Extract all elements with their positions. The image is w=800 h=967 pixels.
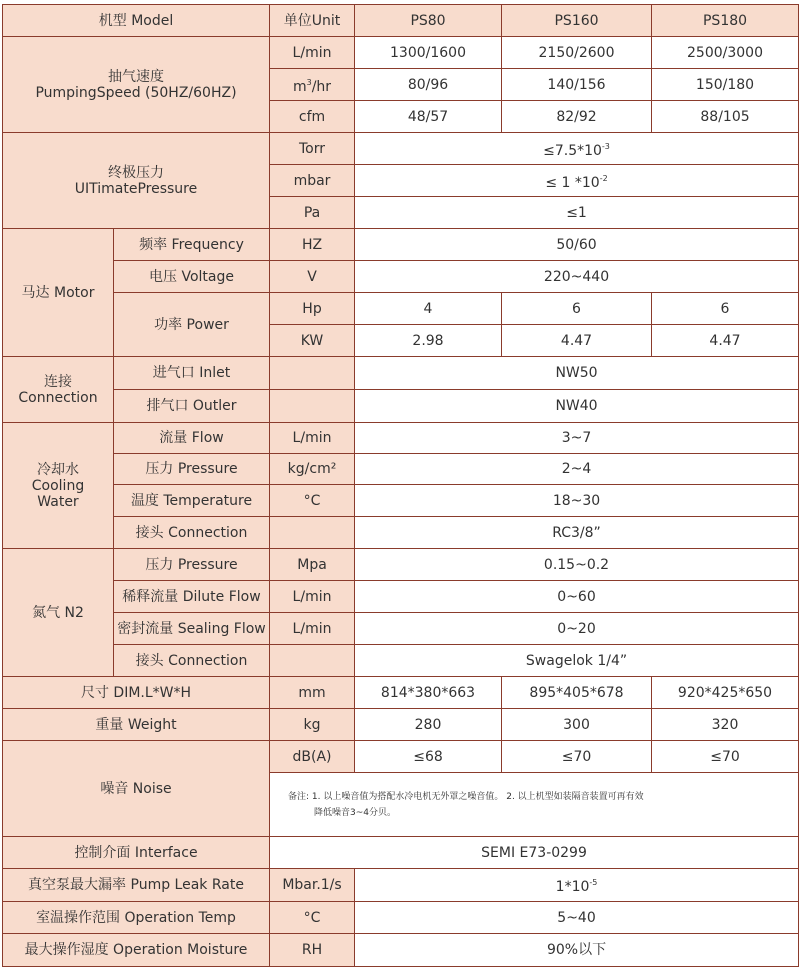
value-cell: 2150/2600 xyxy=(502,37,652,69)
leak-rate-row xyxy=(3,869,799,902)
nitrogen-label: 氮气 N2 xyxy=(3,549,114,677)
value-cell: 88/105 xyxy=(652,101,799,133)
interface-label: 控制介面 Interface xyxy=(3,837,270,869)
value-cell: 6 xyxy=(652,293,799,325)
n2-dilute-flow-label: 稀释流量 Dilute Flow xyxy=(114,581,270,613)
connection-row-outlet xyxy=(3,390,799,423)
value-cell: 5~40 xyxy=(355,902,799,934)
value-cell: 3~7 xyxy=(355,423,799,454)
unit-cell xyxy=(270,390,355,423)
unit-cell: mm xyxy=(270,677,355,709)
unit-cell: Mpa xyxy=(270,549,355,581)
unit-cell: °C xyxy=(270,902,355,934)
cooling-water-label: 冷却水 Cooling Water xyxy=(3,423,114,549)
cooling-row-temperature xyxy=(3,485,799,517)
value-cell: NW50 xyxy=(355,357,799,390)
weight-row xyxy=(3,709,799,741)
motor-row-voltage xyxy=(3,261,799,293)
value-cell: $\le 7.5*10^{-3}$ xyxy=(355,133,799,165)
unit-cell: L/min xyxy=(270,37,355,69)
unit-cell: kg/cm² xyxy=(270,454,355,485)
noise-note: 备注: 1. 以上噪音值为搭配水冷电机无外罩之噪音值。 2. 以上机型如装隔音装置可再有效 降低噪音3~4分贝。 xyxy=(270,773,799,837)
unit-cell: V xyxy=(270,261,355,293)
cooling-row-pressure xyxy=(3,454,799,485)
value-cell: 48/57 xyxy=(355,101,502,133)
n2-connection-label: 接头 Connection xyxy=(114,645,270,677)
value-cell: RC3/8” xyxy=(355,517,799,549)
cooling-flow-label: 流量 Flow xyxy=(114,423,270,454)
interface-row xyxy=(3,837,799,869)
value-cell: 4 xyxy=(355,293,502,325)
value-cell: 920*425*650 xyxy=(652,677,799,709)
value-cell: SEMI E73-0299 xyxy=(270,837,799,869)
unit-cell: L/min xyxy=(270,613,355,645)
unit-cell: HZ xyxy=(270,229,355,261)
connection-label: 连接 Connection xyxy=(3,357,114,423)
value-cell: ≤70 xyxy=(652,741,799,773)
spec-table xyxy=(2,4,799,967)
unit-cell: kg xyxy=(270,709,355,741)
unit-cell: $m^3/hr$ xyxy=(270,69,355,101)
unit-cell: cfm xyxy=(270,101,355,133)
nitrogen-row-pressure xyxy=(3,549,799,581)
unit-cell: Hp xyxy=(270,293,355,325)
value-cell: 0.15~0.2 xyxy=(355,549,799,581)
noise-label: 噪音 Noise xyxy=(3,741,270,837)
dimensions-row xyxy=(3,677,799,709)
value-cell: 150/180 xyxy=(652,69,799,101)
motor-row-power-hp xyxy=(3,293,799,325)
value-cell: 140/156 xyxy=(502,69,652,101)
nitrogen-row-dilute xyxy=(3,581,799,613)
unit-cell: mbar xyxy=(270,165,355,197)
motor-label: 马达 Motor xyxy=(3,229,114,357)
pumping-speed-row-lmin xyxy=(3,37,799,69)
unit-cell: L/min xyxy=(270,423,355,454)
unit-cell: L/min xyxy=(270,581,355,613)
unit-cell xyxy=(270,645,355,677)
value-cell: 4.47 xyxy=(652,325,799,357)
value-cell: $1*10^{-5}$ xyxy=(355,869,799,902)
cooling-connection-label: 接头 Connection xyxy=(114,517,270,549)
power-label: 功率 Power xyxy=(114,293,270,357)
model-ps180-header: PS180 xyxy=(652,5,799,37)
operation-moisture-label: 最大操作湿度 Operation Moisture xyxy=(3,934,270,967)
motor-row-frequency xyxy=(3,229,799,261)
value-cell: 814*380*663 xyxy=(355,677,502,709)
cooling-temperature-label: 温度 Temperature xyxy=(114,485,270,517)
model-ps80-header: PS80 xyxy=(355,5,502,37)
value-cell: 4.47 xyxy=(502,325,652,357)
value-cell: Swagelok 1/4” xyxy=(355,645,799,677)
leak-rate-label: 真空泵最大漏率 Pump Leak Rate xyxy=(3,869,270,902)
value-cell: ≤1 xyxy=(355,197,799,229)
inlet-label: 进气口 Inlet xyxy=(114,357,270,390)
value-cell: 80/96 xyxy=(355,69,502,101)
unit-cell: °C xyxy=(270,485,355,517)
value-cell: 300 xyxy=(502,709,652,741)
value-cell: 0~20 xyxy=(355,613,799,645)
unit-header: 单位Unit xyxy=(270,5,355,37)
cooling-row-flow xyxy=(3,423,799,454)
value-cell: ≤68 xyxy=(355,741,502,773)
noise-row xyxy=(3,741,799,773)
value-cell: 2500/3000 xyxy=(652,37,799,69)
operation-moisture-row xyxy=(3,934,799,967)
value-cell: 82/92 xyxy=(502,101,652,133)
value-cell: 320 xyxy=(652,709,799,741)
unit-cell: Pa xyxy=(270,197,355,229)
model-header: 机型 Model xyxy=(3,5,270,37)
nitrogen-row-connection xyxy=(3,645,799,677)
unit-cell: KW xyxy=(270,325,355,357)
unit-cell: dB(A) xyxy=(270,741,355,773)
unit-cell: Torr xyxy=(270,133,355,165)
value-cell: ≤ 1 $*10^{-2}$ xyxy=(355,165,799,197)
value-cell: 2~4 xyxy=(355,454,799,485)
value-cell: ≤70 xyxy=(502,741,652,773)
cooling-row-connection xyxy=(3,517,799,549)
voltage-label: 电压 Voltage xyxy=(114,261,270,293)
outlet-label: 排气口 Outler xyxy=(114,390,270,423)
value-cell: 50/60 xyxy=(355,229,799,261)
value-cell: 0~60 xyxy=(355,581,799,613)
frequency-label: 频率 Frequency xyxy=(114,229,270,261)
nitrogen-row-sealing xyxy=(3,613,799,645)
value-cell: 895*405*678 xyxy=(502,677,652,709)
cooling-pressure-label: 压力 Pressure xyxy=(114,454,270,485)
unit-cell: Mbar.1/s xyxy=(270,869,355,902)
operation-temp-row xyxy=(3,902,799,934)
value-cell: NW40 xyxy=(355,390,799,423)
ultimate-pressure-row-torr xyxy=(3,133,799,165)
dimensions-label: 尺寸 DIM.L*W*H xyxy=(3,677,270,709)
unit-cell xyxy=(270,517,355,549)
value-cell: 6 xyxy=(502,293,652,325)
value-cell: 2.98 xyxy=(355,325,502,357)
operation-temp-label: 室温操作范围 Operation Temp xyxy=(3,902,270,934)
weight-label: 重量 Weight xyxy=(3,709,270,741)
value-cell: 90%以下 xyxy=(355,934,799,967)
value-cell: 1300/1600 xyxy=(355,37,502,69)
model-ps160-header: PS160 xyxy=(502,5,652,37)
connection-row-inlet xyxy=(3,357,799,390)
ultimate-pressure-label: 终极压力 UITimatePressure xyxy=(3,133,270,229)
unit-cell: RH xyxy=(270,934,355,967)
n2-sealing-flow-label: 密封流量 Sealing Flow xyxy=(114,613,270,645)
pumping-speed-label: 抽气速度 PumpingSpeed (50HZ/60HZ) xyxy=(3,37,270,133)
value-cell: 18~30 xyxy=(355,485,799,517)
value-cell: 280 xyxy=(355,709,502,741)
unit-cell xyxy=(270,357,355,390)
header-row xyxy=(3,5,799,37)
n2-pressure-label: 压力 Pressure xyxy=(114,549,270,581)
value-cell: 220~440 xyxy=(355,261,799,293)
